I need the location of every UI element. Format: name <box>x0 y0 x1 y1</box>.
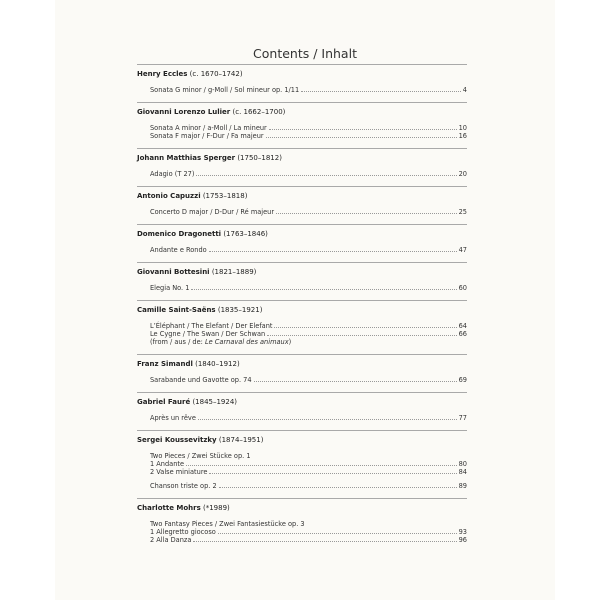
composer-name: Franz Simandl <box>137 360 193 368</box>
composer-heading <box>137 154 467 163</box>
entry-title: 1 Andante <box>150 460 185 468</box>
composer-dates: (*1989) <box>203 504 230 512</box>
note-work-title: Le Carnaval des animaux <box>204 338 289 346</box>
entry-list <box>137 246 467 254</box>
composer-section <box>137 431 467 498</box>
page-number: 60 <box>458 284 467 292</box>
composer-dates: (1753–1818) <box>202 192 248 200</box>
page-number: 93 <box>458 528 467 536</box>
composer-dates: (1835–1921) <box>217 306 263 314</box>
entry-title: Concerto D major / D-Dur / Ré majeur <box>150 208 275 216</box>
composer-name: Giovanni Lorenzo Lulier <box>137 108 231 116</box>
composer-name: Henry Eccles <box>137 70 188 78</box>
toc-entry[interactable] <box>150 208 467 216</box>
dot-leader <box>301 86 461 92</box>
dot-leader <box>193 536 456 542</box>
toc-entry[interactable] <box>150 246 467 254</box>
dot-leader <box>198 414 457 420</box>
dot-leader <box>269 124 457 130</box>
page-number: 20 <box>458 170 467 178</box>
dot-leader <box>196 170 456 176</box>
composer-name: Gabriel Fauré <box>137 398 191 406</box>
entry-title: L’Éléphant / The Elefant / Der Elefant <box>150 322 273 330</box>
composer-heading <box>137 230 467 239</box>
entry-list <box>137 208 467 216</box>
page-number: 84 <box>458 468 467 476</box>
composer-section <box>137 103 467 148</box>
dot-leader <box>274 322 456 328</box>
dot-leader <box>219 482 457 488</box>
page-number: 96 <box>458 536 467 544</box>
dot-leader <box>186 460 457 466</box>
toc-entry[interactable] <box>150 468 467 476</box>
note-prefix: (from / aus / de: <box>150 338 205 346</box>
entry-list <box>137 284 467 292</box>
composer-section <box>137 301 467 354</box>
source-note <box>150 338 467 346</box>
composer-dates: (c. 1670–1742) <box>189 70 243 78</box>
toc-entry[interactable] <box>150 460 467 468</box>
dot-leader <box>209 468 456 474</box>
dot-leader <box>276 208 457 214</box>
dot-leader <box>191 284 456 290</box>
entry-list <box>137 414 467 422</box>
toc-entry[interactable] <box>150 322 467 330</box>
composer-dates: (1750–1812) <box>237 154 282 162</box>
composer-dates: (1821–1889) <box>211 268 257 276</box>
toc-entry[interactable] <box>150 376 467 384</box>
page-number: 10 <box>458 124 467 132</box>
toc-entry[interactable] <box>150 482 467 490</box>
entry-list <box>137 170 467 178</box>
page-number: 89 <box>458 482 467 490</box>
page <box>55 0 555 600</box>
toc-entry[interactable] <box>150 414 467 422</box>
composer-heading <box>137 360 467 369</box>
composer-heading <box>137 70 467 79</box>
note-suffix: ) <box>288 338 292 346</box>
entry-list <box>137 86 467 94</box>
page-number: 66 <box>458 330 467 338</box>
entry-title: 2 Valse miniature <box>150 468 208 476</box>
entry-title: Chanson triste op. 2 <box>150 482 217 490</box>
dot-leader <box>218 528 457 534</box>
composer-name: Camille Saint-Saëns <box>137 306 216 314</box>
page-number: 16 <box>458 132 467 140</box>
composer-dates: (1874–1951) <box>218 436 264 444</box>
composer-dates: (1840–1912) <box>195 360 240 368</box>
composer-name: Johann Matthias Sperger <box>137 154 236 162</box>
composer-section <box>137 149 467 186</box>
page-number: 80 <box>458 460 467 468</box>
composer-section <box>137 263 467 300</box>
composer-heading <box>137 306 467 315</box>
entry-list <box>137 452 467 490</box>
entry-list <box>137 376 467 384</box>
entry-title: Sonata G minor / g-Moll / Sol mineur op. 1/11 <box>150 86 300 94</box>
toc-entry[interactable] <box>150 124 467 132</box>
entry-title: Andante e Rondo <box>150 246 207 254</box>
composer-heading <box>137 398 467 407</box>
toc-entry[interactable] <box>150 536 467 544</box>
composer-dates: (1763–1846) <box>223 230 268 238</box>
page-number: 25 <box>458 208 467 216</box>
work-group-heading: Two Fantasy Pieces / Zwei Fantasiestücke op. 3 <box>150 520 305 528</box>
composer-name: Sergei Koussevitzky <box>137 436 217 444</box>
composer-section <box>137 499 467 552</box>
composer-heading <box>137 436 467 445</box>
page-title: Contents / Inhalt <box>253 46 357 61</box>
dot-leader <box>209 246 457 252</box>
dot-leader <box>254 376 457 382</box>
entry-title: Sonata A minor / a-Moll / La mineur <box>150 124 267 132</box>
toc-entry[interactable] <box>150 284 467 292</box>
entry-title: Après un rêve <box>150 414 196 422</box>
toc-entry[interactable] <box>150 528 467 536</box>
entry-title: Sarabande und Gavotte op. 74 <box>150 376 252 384</box>
composer-name: Giovanni Bottesini <box>137 268 210 276</box>
composer-dates: (c. 1662–1700) <box>232 108 286 116</box>
entry-list <box>137 322 467 346</box>
composer-heading <box>137 268 467 277</box>
toc-entry[interactable] <box>150 86 467 94</box>
composer-heading <box>137 192 467 201</box>
page-number: 69 <box>458 376 467 384</box>
composer-heading <box>137 108 467 117</box>
entry-title: Le Cygne / The Swan / Der Schwan <box>150 330 266 338</box>
entry-list <box>137 124 467 140</box>
composer-section <box>137 393 467 430</box>
page-number: 64 <box>458 322 467 330</box>
composer-name: Charlotte Mohrs <box>137 504 201 512</box>
entry-title: 1 Allegretto giocoso <box>150 528 216 536</box>
composer-name: Domenico Dragonetti <box>137 230 222 238</box>
composer-dates: (1845–1924) <box>192 398 238 406</box>
table-of-contents <box>137 64 467 552</box>
toc-entry[interactable] <box>150 170 467 178</box>
entry-list <box>137 520 467 544</box>
entry-title: 2 Alla Danza <box>150 536 192 544</box>
page-number: 47 <box>458 246 467 254</box>
toc-entry[interactable] <box>150 132 467 140</box>
composer-section <box>137 355 467 392</box>
entry-title: Sonata F major / F-Dur / Fa majeur <box>150 132 264 140</box>
composer-section <box>137 187 467 224</box>
entry-title: Adagio (T 27) <box>150 170 195 178</box>
work-group-heading: Two Pieces / Zwei Stücke op. 1 <box>150 452 251 460</box>
composer-name: Antonio Capuzzi <box>137 192 201 200</box>
page-number: 77 <box>458 414 467 422</box>
composer-heading <box>137 504 467 513</box>
composer-section <box>137 65 467 102</box>
entry-title: Elegia No. 1 <box>150 284 190 292</box>
dot-leader <box>267 330 456 336</box>
composer-section <box>137 225 467 262</box>
dot-leader <box>266 132 457 138</box>
toc-entry[interactable] <box>150 330 467 338</box>
page-number: 4 <box>462 86 467 94</box>
